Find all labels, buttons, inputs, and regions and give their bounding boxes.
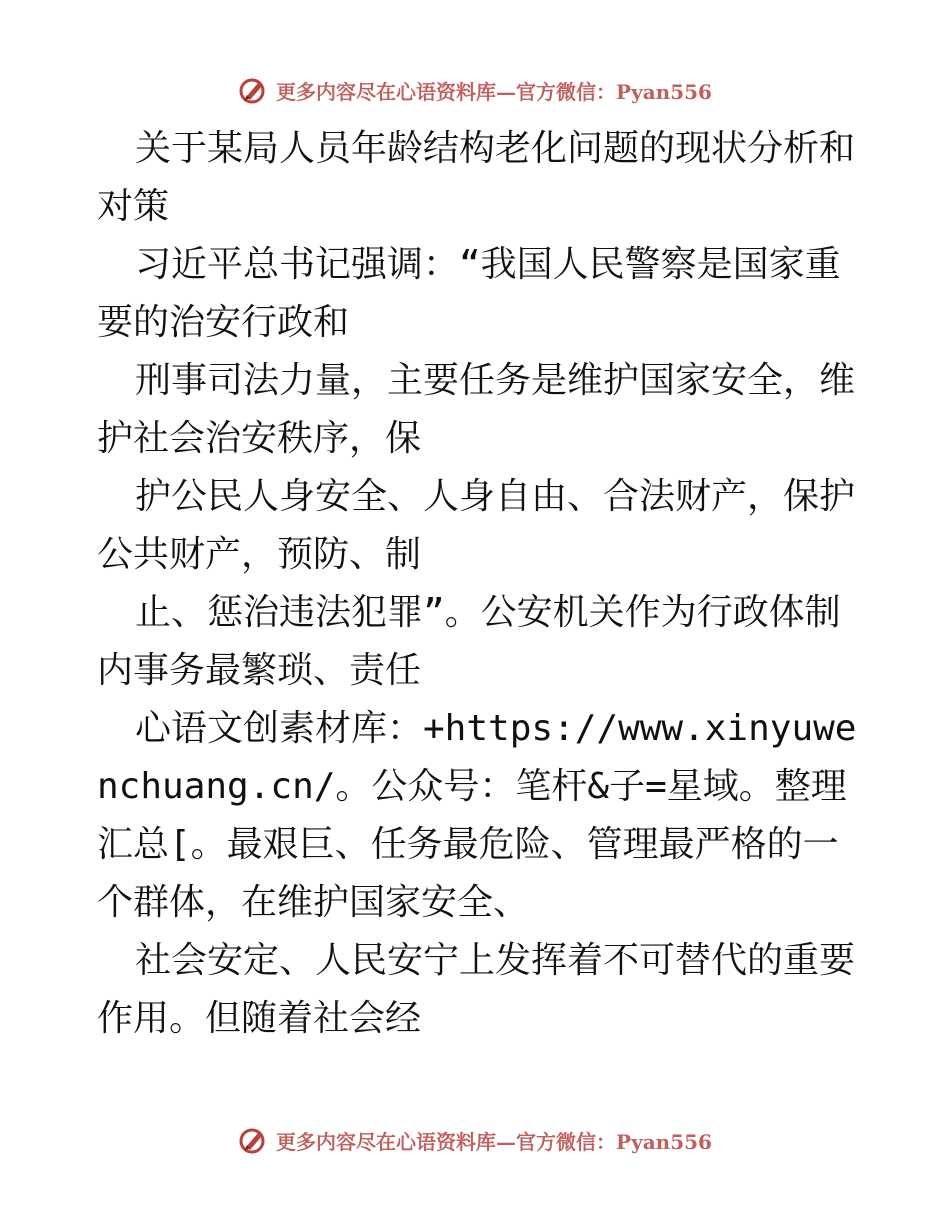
paragraph-with-watermark: 心语文创素材库：+https://www.xinyuwenchuang.cn/。公众号：笔杆&子=星域。整理汇总[。最艰巨、任务最危险、管理最严格的一个群体，在维护国家安全、	[97, 708, 857, 923]
paragraph: 习近平总书记强调：“我国人民警察是国家重要的治安行政和	[97, 244, 841, 343]
paragraph: 护公民人身安全、人身自由、合法财产，保护公共财产，预防、制	[97, 476, 856, 575]
header-banner-text: 更多内容尽在心语资料库—官方微信：Pyan556	[276, 79, 712, 104]
brand-logo-icon	[238, 1125, 268, 1155]
document-body	[97, 120, 857, 1048]
brand-logo-icon	[238, 75, 268, 105]
footer-banner-text: 更多内容尽在心语资料库—官方微信：Pyan556	[276, 1129, 712, 1154]
paragraph: 刑事司法力量，主要任务是维护国家安全，维护社会治安秩序，保	[97, 360, 856, 459]
paragraph: 止、惩治违法犯罪”。公安机关作为行政体制内事务最繁琐、责任	[97, 592, 841, 691]
paragraph: 社会安定、人民安宁上发挥着不可替代的重要作用。但随着社会经	[97, 940, 856, 1039]
footer-banner	[0, 1120, 950, 1160]
paragraph-title: 关于某局人员年龄结构老化问题的现状分析和对策	[97, 128, 856, 227]
header-banner	[0, 70, 950, 110]
